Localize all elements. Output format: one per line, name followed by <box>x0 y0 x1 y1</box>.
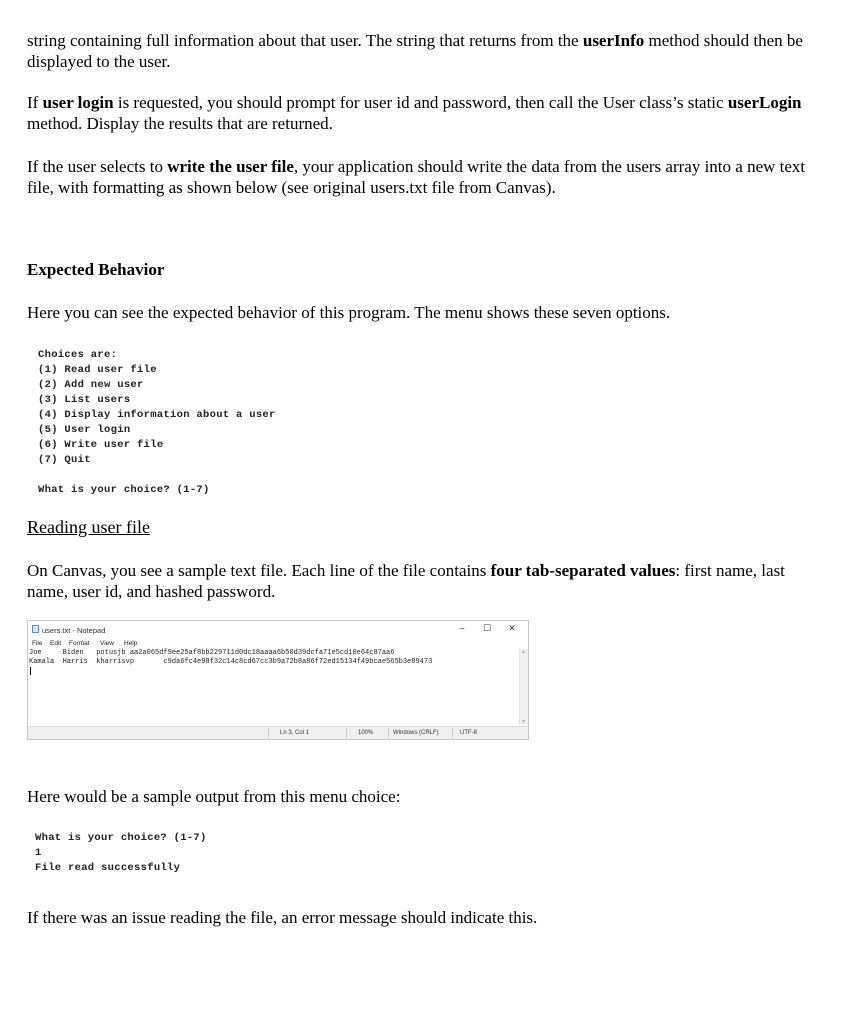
status-separator <box>452 728 453 738</box>
notepad-window-screenshot <box>27 620 529 740</box>
menu-view: View <box>100 640 114 647</box>
bold-term: write the user file <box>167 157 294 176</box>
scroll-up-icon: ▲ <box>521 649 526 655</box>
minimize-icon: – <box>459 623 465 633</box>
paragraph-text: string containing full information about that user. The string that returns from the <box>27 31 583 50</box>
sample-console-output: What is your choice? (1-7) 1 File read successfully <box>35 832 207 874</box>
bold-term: userInfo <box>582 31 645 50</box>
bold-term: userLogin <box>727 93 802 112</box>
bold-term: four tab-separated values <box>490 561 676 580</box>
menu-help: Help <box>124 640 138 647</box>
status-separator <box>388 728 389 738</box>
text-file-icon <box>32 625 39 633</box>
maximize-icon: ☐ <box>482 623 492 633</box>
status-separator <box>346 728 347 738</box>
paragraph-userinfo <box>27 30 817 72</box>
paragraph-error-message: If there was an issue reading the file, an error message should indicate this. <box>27 908 538 927</box>
menu-file: File <box>32 640 43 647</box>
status-separator <box>268 728 269 738</box>
menu-console-output: Choices are: (1) Read user file (2) Add new user (3) List users (4) Display information about a user (5) User login (6) Write user file (7) Quit What is your choice? (1-7) <box>38 349 276 496</box>
notepad-text-content: Joe Biden potusjb aa2a065df9ee25af8bb229711d0dc18aaaa6b50d39dcfa71e5cd10e64c87aa6 Kamala Harris kharrisvp c9da6fc4e98f32c14c8cd67cc3b9a72b8a86f72ed15134f49bcae565b3e89473 <box>29 649 433 666</box>
menu-edit: Edit <box>50 640 62 647</box>
heading-expected-behavior: Expected Behavior <box>27 260 165 279</box>
bold-term: user login <box>42 93 114 112</box>
status-line-ending: Windows (CRLF) <box>393 730 439 736</box>
paragraph-text: method. Display the results that are returned. <box>27 114 333 133</box>
paragraph-reading-user-file <box>27 560 817 602</box>
notepad-title: users.txt - Notepad <box>42 626 106 635</box>
status-encoding: UTF-8 <box>460 730 477 736</box>
text-caret <box>30 667 31 675</box>
paragraph-user-login <box>27 92 817 134</box>
paragraph-text: , your application should write the data from the users array into a new text file, with formatting as shown below (see original users.txt file from Canvas). <box>27 157 806 197</box>
paragraph-write-file <box>27 156 817 198</box>
paragraph-sample-output: Here would be a sample output from this menu choice: <box>27 787 401 806</box>
paragraph-text: : first name, last name, user id, and hashed password. <box>27 561 785 601</box>
menu-format: Format <box>69 640 90 647</box>
scroll-down-icon: ▼ <box>521 719 526 725</box>
notepad-scrollbar <box>519 649 528 725</box>
paragraph-text: On Canvas, you see a sample text file. Each line of the file contains <box>27 561 491 580</box>
close-icon: ✕ <box>508 623 516 633</box>
paragraph-expected-behavior: Here you can see the expected behavior of this program. The menu shows these seven options. <box>27 303 671 322</box>
paragraph-text: method should then be displayed to the user. <box>27 31 803 71</box>
status-cursor-position: Ln 3, Col 1 <box>280 730 310 736</box>
paragraph-text: If <box>27 93 43 112</box>
notepad-title-bar <box>28 621 528 638</box>
notepad-status-bar <box>28 726 528 739</box>
paragraph-text: If the user selects to <box>27 157 168 176</box>
paragraph-text: is requested, you should prompt for user id and password, then call the User class’s static <box>113 93 728 112</box>
status-zoom: 100% <box>358 730 374 736</box>
heading-reading-user-file: Reading user file <box>27 517 150 537</box>
